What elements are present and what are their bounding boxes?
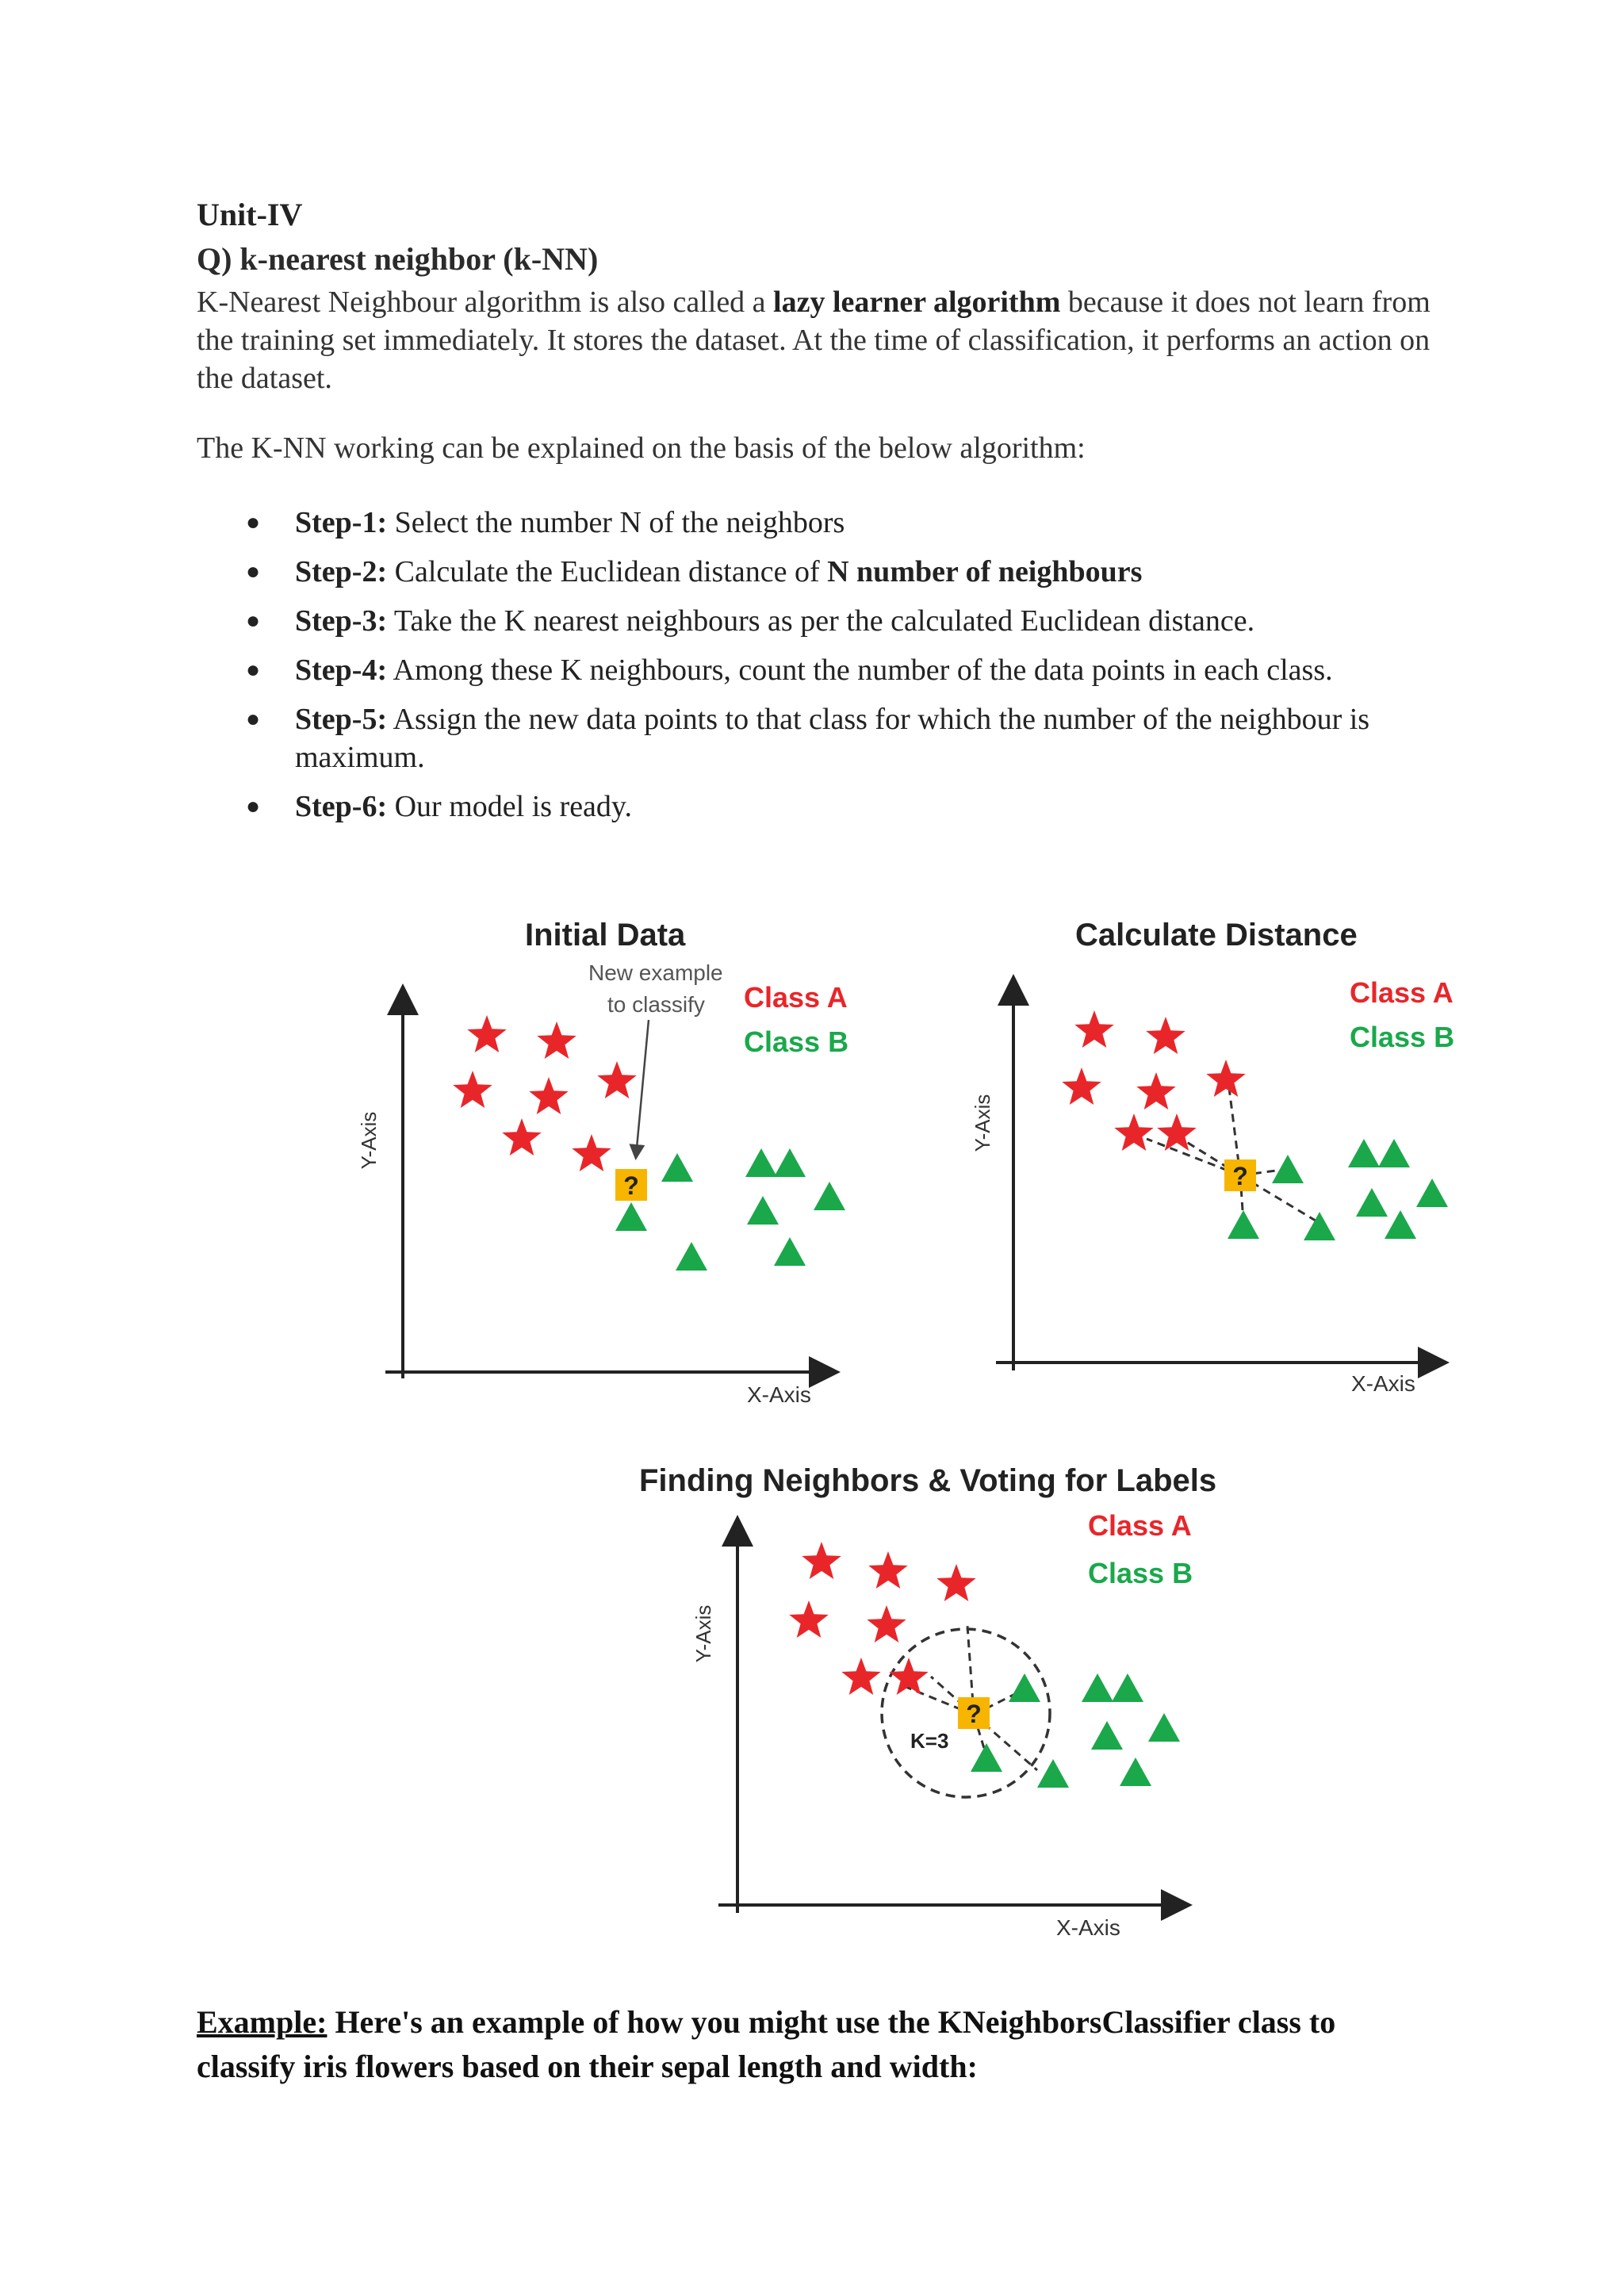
step-text: Take the K nearest neighbours as per the calculated Euclidean distance. [387,604,1255,638]
class-a-star-icon [1206,1060,1245,1097]
intro-bold: lazy learner algorithm [773,286,1061,319]
panel1-ylabel: Y-Axis [357,1111,381,1170]
bullet-icon: ● [246,706,261,732]
panel-calculate-distance [971,918,1454,1396]
step-text: Among these K neighbours, count the number of the data points in each class. [387,654,1333,687]
class-b-triangle-icon [814,1182,845,1210]
intro-suffix: because it does not learn from the training set immediately. It stores the dataset. At the time of classification, it performs an action on the dataset. [197,286,1431,395]
class-b-triangle-icon [661,1153,693,1182]
panel1-legend-class-b: Class B [744,1025,849,1058]
class-b-triangle-icon [1348,1139,1380,1167]
class-a-star-icon [572,1134,611,1171]
panel3-legend-class-b: Class B [1088,1557,1193,1589]
class-b-triangle-icon [745,1148,777,1177]
step-text: Calculate the Euclidean distance of [387,555,828,588]
class-a-star-icon [1062,1068,1101,1105]
panel1-query-mark: ? [623,1171,639,1200]
intro-prefix: K-Nearest Neighbour algorithm is also called a [197,286,774,319]
class-a-star-icon [1136,1072,1175,1110]
panel1-xlabel: X-Axis [747,1382,811,1407]
class-b-triangle-icon [1112,1673,1143,1702]
class-a-star-icon [453,1071,492,1108]
panel3-legend-class-a: Class A [1088,1509,1192,1542]
panel2-xlabel: X-Axis [1351,1371,1415,1396]
example-label: Example: [197,2004,327,2040]
step-text: Select the number N of the neighbors [387,506,845,539]
class-b-triangle-icon [1378,1139,1410,1167]
panel-finding-neighbors [639,1463,1216,1940]
panel1-annotation-line2: to classify [607,992,705,1017]
step-item [197,504,1434,542]
panel3-query [958,1697,990,1729]
knn-figure [349,904,1507,1951]
example-text: Here's an example of how you might use the KNeighborsClassifier class to classify iris flowers based on their sepal length and width: [197,2004,1336,2084]
step-label: Step-2: [295,555,388,588]
panel3-query-mark: ? [966,1700,982,1728]
class-b-triangle-icon [1416,1179,1448,1207]
panel2-distance-lines [1147,1075,1320,1223]
class-a-star-icon [789,1600,828,1638]
bullet-icon: ● [246,509,261,535]
step-label: Step-4: [295,654,388,687]
panel1-annotation-arrow [636,1020,649,1156]
panel2-legend-class-a: Class A [1350,976,1454,1009]
panel1-title: Initial Data [525,918,686,953]
intro-paragraph [197,283,1434,397]
class-a-star-icon [1146,1017,1185,1054]
step-item [197,651,1434,689]
bullet-icon: ● [246,608,261,634]
panel3-k-label: K=3 [910,1729,949,1753]
class-b-triangle-icon [1228,1210,1259,1239]
class-a-star-icon [1114,1114,1153,1151]
class-a-star-icon [867,1605,906,1642]
class-b-triangle-icon [676,1242,707,1271]
class-b-triangle-icon [1120,1757,1151,1786]
class-b-triangle-icon [1385,1210,1416,1239]
step-item [197,553,1434,591]
panel1-annotation-line1: New example [588,960,723,985]
class-b-triangle-icon [1304,1212,1335,1240]
step-text: Assign the new data points to that class for which the number of the neighbour is maximum. [295,703,1370,774]
step-label: Step-5: [295,703,388,736]
bullet-icon: ● [246,657,261,683]
class-b-triangle-icon [1356,1188,1388,1217]
class-a-star-icon [529,1077,568,1114]
class-a-star-icon [537,1022,576,1059]
panel2-query [1224,1159,1256,1191]
class-b-triangle-icon [1009,1673,1040,1702]
question-title: Q) k-nearest neighbor (k-NN) [197,241,599,277]
panel3-ylabel: Y-Axis [691,1604,715,1663]
class-b-triangle-icon [1037,1759,1069,1788]
panel2-ylabel: Y-Axis [971,1094,994,1152]
class-b-triangle-icon [1272,1155,1304,1183]
class-b-triangle-icon [1148,1713,1180,1742]
class-a-star-icon [841,1658,880,1695]
knn-illustration [349,904,1507,1951]
class-a-star-icon [936,1564,975,1601]
document-body [197,194,1434,837]
class-a-star-icon [597,1061,636,1098]
class-a-star-icon [502,1118,541,1156]
example-paragraph [197,2000,1434,2089]
step-item [197,788,1434,826]
class-b-triangle-icon [774,1237,806,1266]
panel1-legend-class-a: Class A [744,981,848,1014]
class-b-triangle-icon [1082,1673,1113,1702]
algorithm-lead: The K-NN working can be explained on the basis of the below algorithm: [197,431,1086,465]
step-bold-tail: N number of neighbours [827,555,1143,588]
step-item [197,602,1434,640]
step-label: Step-6: [295,790,388,823]
panel2-query-mark: ? [1232,1162,1248,1190]
step-label: Step-1: [295,506,388,539]
class-b-triangle-icon [747,1196,779,1225]
class-b-triangle-icon [615,1202,647,1231]
class-a-star-icon [802,1542,841,1579]
panel2-legend-class-b: Class B [1350,1021,1455,1053]
panel-initial-data [357,918,848,1407]
class-a-star-icon [868,1551,907,1589]
step-item [197,700,1434,776]
class-a-star-icon [467,1015,506,1052]
panel1-query [615,1169,647,1201]
class-b-triangle-icon [774,1148,806,1177]
panel3-xlabel: X-Axis [1056,1915,1120,1940]
bullet-icon: ● [246,793,261,819]
class-b-triangle-icon [1091,1721,1123,1750]
panel3-title: Finding Neighbors & Voting for Labels [639,1463,1217,1498]
step-text: Our model is ready. [387,790,632,823]
class-b-triangle-icon [971,1743,1002,1772]
unit-heading: Unit-IV [197,197,303,232]
bullet-icon: ● [246,558,261,585]
step-label: Step-3: [295,604,388,638]
panel2-title: Calculate Distance [1075,918,1358,953]
steps-list [197,504,1434,826]
class-a-star-icon [1074,1010,1113,1048]
